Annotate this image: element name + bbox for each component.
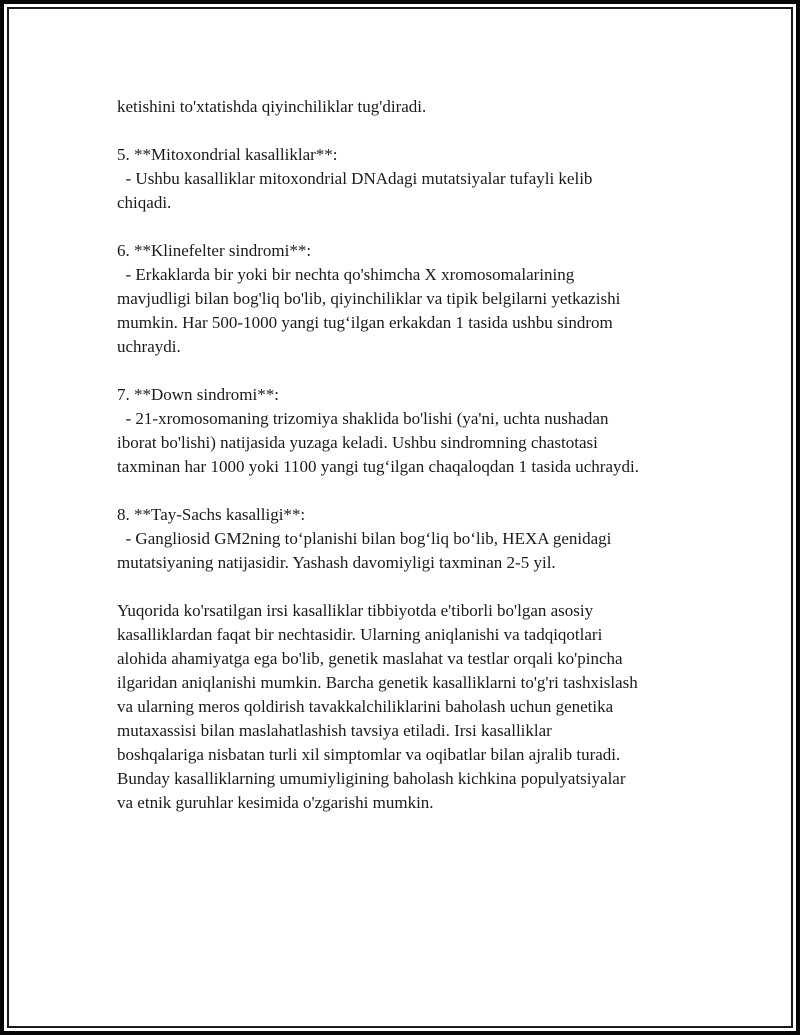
text-line: mutatsiyaning natijasidir. Yashash davomiyligi taxminan 2-5 yil. [117,553,556,572]
text-line: chiqadi. [117,193,172,212]
text-line: boshqalariga nisbatan turli xil simptomlar va oqibatlar bilan ajralib turadi. [117,745,621,764]
text-line: 8. **Tay-Sachs kasalligi**: [117,505,306,524]
text-line: 7. **Down sindromi**: [117,385,279,404]
text-line: va ularning meros qoldirish tavakkalchiliklarini baholash uchun genetika [117,697,614,716]
paragraph-continuation [117,95,727,119]
text-line: kasalliklardan faqat bir nechtasidir. Ularning aniqlanishi va tadqiqotlari [117,625,603,644]
text-line: mumkin. Har 500-1000 yangi tug‘ilgan erkakdan 1 tasida ushbu sindrom [117,313,613,332]
text-line: ilgaridan aniqlanishi mumkin. Barcha genetik kasalliklarni to'g'ri tashxislash [117,673,638,692]
text-line: - Erkaklarda bir yoki bir nechta qo'shimcha X xromosomalarining [117,265,575,284]
text-line: iborat bo'lishi) natijasida yuzaga keladi. Ushbu sindromning chastotasi [117,433,598,452]
text-line: - 21-xromosomaning trizomiya shaklida bo'lishi (ya'ni, uchta nushadan [117,409,609,428]
list-item-5-mitoxondrial [117,143,727,215]
text-line: mutaxassisi bilan maslahatlashish tavsiya etiladi. Irsi kasalliklar [117,721,552,740]
text-line: 5. **Mitoxondrial kasalliklar**: [117,145,338,164]
text-line: mavjudligi bilan bog'liq bo'lib, qiyinchiliklar va tipik belgilarni yetkazishi [117,289,621,308]
text-line: va etnik guruhlar kesimida o'zgarishi mumkin. [117,793,434,812]
paragraph-closing [117,599,727,815]
text-line: Yuqorida ko'rsatilgan irsi kasalliklar tibbiyotda e'tiborli bo'lgan asosiy [117,601,594,620]
document-content [117,95,727,815]
text-line: uchraydi. [117,337,181,356]
text-line: taxminan har 1000 yoki 1100 yangi tug‘ilgan chaqaloqdan 1 tasida uchraydi. [117,457,639,476]
list-item-7-down [117,383,727,479]
list-item-8-tay-sachs [117,503,727,575]
text-line: alohida ahamiyatga ega bo'lib, genetik maslahat va testlar orqali ko'pincha [117,649,623,668]
text-line: 6. **Klinefelter sindromi**: [117,241,312,260]
text-line: - Gangliosid GM2ning to‘planishi bilan bog‘liq bo‘lib, HEXA genidagi [117,529,612,548]
list-item-6-klinefelter [117,239,727,359]
text-line: ketishini to'xtatishda qiyinchiliklar tug'diradi. [117,97,427,116]
text-line: - Ushbu kasalliklar mitoxondrial DNAdagi mutatsiyalar tufayli kelib [117,169,593,188]
text-line: Bunday kasalliklarning umumiyligining baholash kichkina populyatsiyalar [117,769,626,788]
